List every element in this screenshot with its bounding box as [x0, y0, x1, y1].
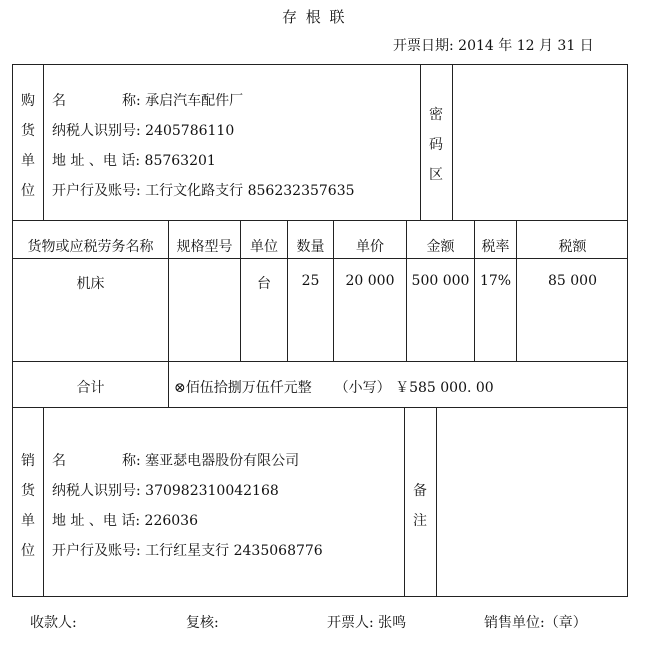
password-right-divider — [452, 64, 453, 220]
password-area-char: 密 — [429, 107, 443, 123]
buyer-side-divider — [43, 64, 44, 220]
buyer-taxid-label: 纳税人识别号: — [52, 123, 141, 139]
seller-address-value: 226036 — [144, 513, 198, 529]
total-label: 合计 — [76, 380, 105, 396]
invoice-title: 存 根 联 — [282, 8, 347, 26]
footer-issuer-value: 张鸣 — [378, 615, 407, 631]
total-divider-vertical — [168, 361, 169, 407]
col-header-spec: 规格型号 — [176, 239, 233, 255]
seller-side-char: 单 — [21, 513, 35, 529]
buyer-address-value: 85763201 — [144, 153, 216, 169]
cell-name: 机床 — [76, 276, 105, 292]
col-header-tax-amount: 税额 — [558, 239, 587, 255]
buyer-name-row — [52, 90, 243, 110]
buyer-section-divider — [12, 220, 628, 221]
remarks-char: 注 — [413, 513, 427, 529]
seller-bank-value: 工行红星支行 2435068776 — [145, 543, 323, 559]
total-lowercase-value: ￥585 000. 00 — [395, 380, 494, 396]
buyer-side-char: 单 — [21, 153, 35, 169]
total-amount — [174, 377, 494, 397]
footer-reviewer: 复核: — [186, 615, 219, 631]
seller-bank-label: 开户行及账号: — [52, 543, 141, 559]
buyer-name-label: 名 称: — [52, 93, 141, 109]
seller-name-row — [52, 450, 299, 470]
buyer-side-char: 位 — [21, 183, 35, 199]
table-header-divider — [12, 258, 628, 259]
seller-name-value: 塞亚瑟电器股份有限公司 — [145, 453, 300, 469]
seller-address-row — [52, 510, 198, 530]
seller-name-label: 名 称: — [52, 453, 141, 469]
footer-payee: 收款人: — [30, 615, 77, 631]
cell-unit-price: 20 000 — [345, 273, 395, 289]
seller-address-label: 地 址 、电 话: — [52, 513, 141, 529]
cell-amount: 500 000 — [411, 273, 470, 289]
issue-date-value: 2014 年 12 月 31 日 — [458, 38, 594, 54]
total-divider — [12, 407, 628, 408]
buyer-side-char: 购 — [21, 93, 35, 109]
seller-taxid-value: 370982310042168 — [145, 483, 279, 499]
seller-side-char: 销 — [21, 453, 35, 469]
buyer-address-label: 地 址 、电 话: — [52, 153, 141, 169]
seller-side-char: 货 — [21, 483, 35, 499]
password-area-char: 区 — [429, 167, 443, 183]
buyer-taxid-row — [52, 120, 234, 140]
seller-side-divider — [43, 407, 44, 597]
total-uppercase: ⊗佰伍拾捌万伍仟元整 — [174, 380, 312, 396]
footer-seller-unit: 销售单位:（章） — [484, 615, 587, 631]
col-header-unit-price: 单价 — [356, 239, 384, 255]
remarks-left-divider — [404, 407, 405, 597]
col-header-unit: 单位 — [250, 239, 278, 255]
seller-side-char: 位 — [21, 543, 35, 559]
col-header-amount: 金额 — [426, 239, 455, 255]
buyer-address-row — [52, 150, 216, 170]
seller-taxid-label: 纳税人识别号: — [52, 483, 141, 499]
cell-tax-amount: 85 000 — [548, 273, 597, 289]
buyer-bank-value: 工行文化路支行 856232357635 — [145, 183, 355, 199]
items-divider — [12, 361, 628, 362]
cell-tax-rate: 17% — [479, 273, 512, 289]
remarks-right-divider — [436, 407, 437, 597]
col-header-name: 货物或应税劳务名称 — [27, 239, 154, 255]
buyer-name-value: 承启汽车配件厂 — [145, 93, 244, 109]
cell-unit: 台 — [257, 276, 271, 292]
col-header-quantity: 数量 — [296, 239, 325, 255]
buyer-bank-label: 开户行及账号: — [52, 183, 141, 199]
cell-quantity: 25 — [301, 273, 320, 289]
col-header-tax-rate: 税率 — [481, 239, 510, 255]
buyer-taxid-value: 2405786110 — [145, 123, 235, 139]
issue-date-label: 开票日期: — [393, 38, 454, 54]
password-area-char: 码 — [429, 137, 443, 153]
seller-taxid-row — [52, 480, 279, 500]
buyer-bank-row — [52, 180, 355, 200]
footer-issuer — [327, 612, 406, 632]
total-lowercase-label: （小写） — [334, 380, 391, 396]
buyer-side-char: 货 — [21, 123, 35, 139]
issue-date — [393, 35, 594, 55]
footer-issuer-label: 开票人: — [327, 615, 374, 631]
seller-bank-row — [52, 540, 323, 560]
remarks-char: 备 — [413, 483, 427, 499]
